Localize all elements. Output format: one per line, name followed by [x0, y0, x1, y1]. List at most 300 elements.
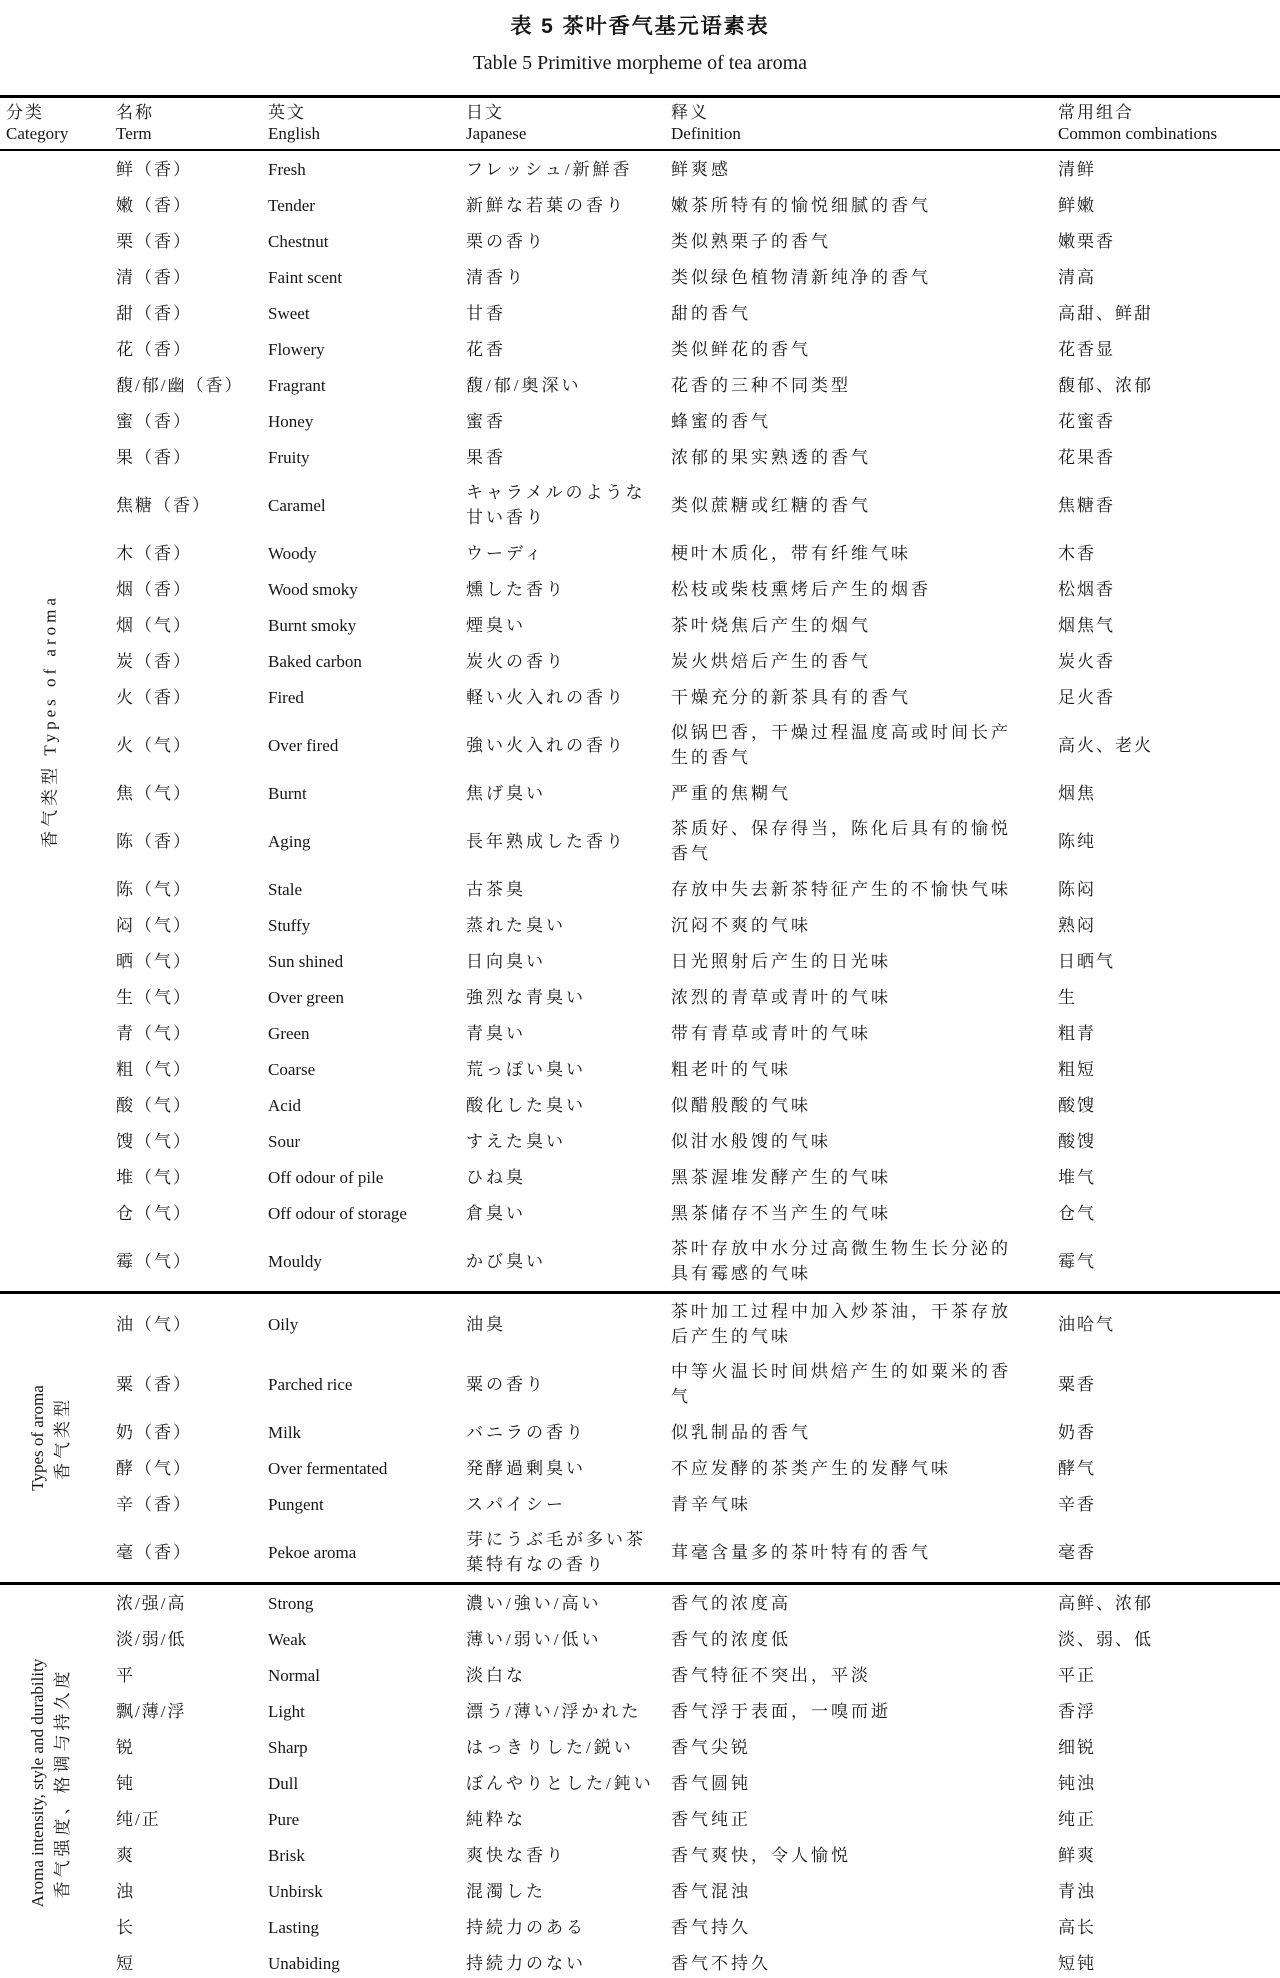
english-cell: Chestnut — [268, 231, 329, 251]
english-cell: Over fired — [268, 735, 339, 755]
table-row — [110, 979, 1280, 1015]
table-row — [110, 1801, 1280, 1837]
term-cell: 花（香） — [116, 339, 192, 359]
definition-cell: 茶质好、保存得当，陈化后具有的愉悦香气 — [671, 819, 1011, 863]
header-definition-zh: 释义 — [671, 103, 709, 122]
term-cell: 火（香） — [116, 687, 192, 707]
term-cell: 清（香） — [116, 267, 192, 287]
section-category-line: 香气类型 — [52, 1396, 72, 1480]
term-cell: 平 — [116, 1665, 135, 1685]
table-row — [110, 223, 1280, 259]
combinations-cell: 油哈气 — [1058, 1314, 1115, 1334]
definition-cell: 存放中失去新茶特征产生的不愉快气味 — [671, 879, 1011, 899]
combinations-cell: 炭火香 — [1058, 651, 1115, 671]
combinations-cell: 青浊 — [1058, 1881, 1096, 1901]
definition-cell: 黑茶储存不当产生的气味 — [671, 1203, 891, 1223]
section-category-cell — [0, 1294, 110, 1582]
term-cell: 辛（香） — [116, 1494, 192, 1514]
japanese-cell: 淡白な — [466, 1665, 526, 1685]
term-cell: 鲜（香） — [116, 159, 192, 179]
term-cell: 青（气） — [116, 1023, 192, 1043]
combinations-cell: 高火、老火 — [1058, 735, 1153, 755]
definition-cell: 日光照射后产生的日光味 — [671, 951, 891, 971]
combinations-cell: 钝浊 — [1058, 1773, 1096, 1793]
definition-cell: 香气爽快，令人愉悦 — [671, 1845, 851, 1865]
combinations-cell: 清鲜 — [1058, 159, 1096, 179]
japanese-cell: 馥/郁/奥深い — [466, 375, 582, 395]
definition-cell: 青辛气味 — [671, 1494, 751, 1514]
japanese-cell: 濃い/強い/高い — [466, 1593, 602, 1613]
definition-cell: 香气特征不突出，平淡 — [671, 1665, 871, 1685]
term-cell: 油（气） — [116, 1314, 192, 1334]
term-cell: 纯/正 — [116, 1809, 161, 1829]
japanese-cell: 焦げ臭い — [466, 783, 546, 803]
term-cell: 粟（香） — [116, 1374, 192, 1394]
section-category-label — [25, 1659, 75, 1908]
term-cell: 爽 — [116, 1845, 135, 1865]
definition-cell: 干燥充分的新茶具有的香气 — [671, 687, 911, 707]
term-cell: 浓/强/高 — [116, 1593, 187, 1613]
combinations-cell: 堆气 — [1058, 1167, 1096, 1187]
combinations-cell: 馥郁、浓郁 — [1058, 375, 1153, 395]
term-cell: 木（香） — [116, 543, 192, 563]
combinations-cell: 生 — [1058, 987, 1077, 1007]
definition-cell: 香气的浓度高 — [671, 1593, 791, 1613]
term-cell: 仓（气） — [116, 1203, 192, 1223]
english-cell: Stuffy — [268, 915, 311, 935]
definition-cell: 甜的香气 — [671, 303, 751, 323]
table-row — [110, 1159, 1280, 1195]
english-cell: Burnt smoky — [268, 615, 357, 635]
header-cell-english — [262, 102, 460, 144]
table-row — [110, 1621, 1280, 1657]
header-term-zh: 名称 — [116, 103, 154, 122]
table-row — [110, 1945, 1280, 1978]
header-english-zh: 英文 — [268, 103, 306, 122]
japanese-cell: 爽快な香り — [466, 1845, 566, 1865]
term-cell: 飘/薄/浮 — [116, 1701, 187, 1721]
japanese-cell: 蜜香 — [466, 411, 506, 431]
table-row — [110, 871, 1280, 907]
japanese-cell: フレッシュ/新鮮香 — [466, 159, 633, 179]
table-row — [110, 1450, 1280, 1486]
table-row — [110, 943, 1280, 979]
combinations-cell: 粗短 — [1058, 1059, 1096, 1079]
header-cell-term — [110, 102, 262, 144]
japanese-cell: バニラの香り — [466, 1422, 586, 1442]
definition-cell: 浓郁的果实熟透的香气 — [671, 447, 871, 467]
term-cell: 霉（气） — [116, 1251, 192, 1271]
header-term-en: Term — [116, 124, 152, 143]
japanese-cell: 油臭 — [466, 1314, 506, 1334]
combinations-cell: 鲜爽 — [1058, 1845, 1096, 1865]
definition-cell: 茶叶存放中水分过高微生物生长分泌的具有霉感的气味 — [671, 1239, 1011, 1283]
term-cell: 烟（气） — [116, 615, 192, 635]
table-row — [110, 1522, 1280, 1582]
definition-cell: 中等火温长时间烘焙产生的如粟米的香气 — [671, 1362, 1011, 1406]
definition-cell: 浓烈的青草或青叶的气味 — [671, 987, 891, 1007]
table-row — [110, 259, 1280, 295]
term-cell: 浊 — [116, 1881, 135, 1901]
combinations-cell: 花蜜香 — [1058, 411, 1115, 431]
combinations-cell: 酸馊 — [1058, 1095, 1096, 1115]
english-cell: Unabiding — [268, 1953, 340, 1973]
combinations-cell: 熟闷 — [1058, 915, 1096, 935]
japanese-cell: 純粋な — [466, 1809, 526, 1829]
term-cell: 馊（气） — [116, 1131, 192, 1151]
japanese-cell: かび臭い — [466, 1251, 546, 1271]
table-title-zh: 表 5 茶叶香气基元语素表 — [510, 15, 770, 38]
english-cell: Honey — [268, 411, 314, 431]
term-cell: 酸（气） — [116, 1095, 192, 1115]
combinations-cell: 足火香 — [1058, 687, 1115, 707]
english-cell: Sweet — [268, 303, 310, 323]
table-row — [110, 1195, 1280, 1231]
definition-cell: 不应发酵的茶类产生的发酵气味 — [671, 1458, 951, 1478]
combinations-cell: 木香 — [1058, 543, 1096, 563]
combinations-cell: 毫香 — [1058, 1542, 1096, 1562]
japanese-cell: 古茶臭 — [466, 879, 526, 899]
english-cell: Green — [268, 1023, 310, 1043]
definition-cell: 似泔水般馊的气味 — [671, 1131, 831, 1151]
japanese-cell: 持続力のある — [466, 1917, 586, 1937]
table-row — [110, 1657, 1280, 1693]
english-cell: Unbirsk — [268, 1881, 323, 1901]
combinations-cell: 辛香 — [1058, 1494, 1096, 1514]
term-cell: 奶（香） — [116, 1422, 192, 1442]
table-row — [110, 1585, 1280, 1621]
japanese-cell: 青臭い — [466, 1023, 526, 1043]
term-cell: 馥/郁/幽（香） — [116, 375, 244, 395]
table-body — [0, 151, 1280, 1978]
combinations-cell: 烟焦 — [1058, 783, 1096, 803]
table-row — [110, 151, 1280, 187]
table-row — [110, 1051, 1280, 1087]
table-row — [110, 1486, 1280, 1522]
english-cell: Fresh — [268, 159, 306, 179]
definition-cell: 蜂蜜的香气 — [671, 411, 771, 431]
section-category-cell — [0, 151, 110, 1291]
term-cell: 闷（气） — [116, 915, 192, 935]
english-cell: Off odour of pile — [268, 1167, 384, 1187]
japanese-cell: ひね臭 — [466, 1167, 526, 1187]
japanese-cell: 花香 — [466, 339, 506, 359]
japanese-cell: 酸化した臭い — [466, 1095, 586, 1115]
japanese-cell: 漂う/薄い/浮かれた — [466, 1701, 642, 1721]
combinations-cell: 高长 — [1058, 1917, 1096, 1937]
english-cell: Sun shined — [268, 951, 344, 971]
table-row — [110, 679, 1280, 715]
section-category-label — [25, 1385, 75, 1491]
japanese-cell: 強い火入れの香り — [466, 735, 626, 755]
english-cell: Lasting — [268, 1917, 319, 1937]
header-japanese-en: Japanese — [466, 124, 527, 143]
definition-cell: 香气圆钝 — [671, 1773, 751, 1793]
japanese-cell: 日向臭い — [466, 951, 546, 971]
section-rows — [110, 1294, 1280, 1582]
table-row — [110, 775, 1280, 811]
japanese-cell: 軽い火入れの香り — [466, 687, 626, 707]
term-cell: 陈（香） — [116, 831, 192, 851]
table-row — [110, 1087, 1280, 1123]
tea-aroma-table — [0, 95, 1280, 1978]
term-cell: 嫩（香） — [116, 195, 192, 215]
combinations-cell: 鲜嫩 — [1058, 195, 1096, 215]
definition-cell: 似乳制品的香气 — [671, 1422, 811, 1442]
term-cell: 火（气） — [116, 735, 192, 755]
english-cell: Caramel — [268, 495, 326, 515]
combinations-cell: 花果香 — [1058, 447, 1115, 467]
header-japanese-zh: 日文 — [466, 103, 504, 122]
combinations-cell: 粗青 — [1058, 1023, 1096, 1043]
term-cell: 长 — [116, 1917, 135, 1937]
english-cell: Aging — [268, 831, 311, 851]
term-cell: 果（香） — [116, 447, 192, 467]
table-row — [110, 643, 1280, 679]
definition-cell: 似醋般酸的气味 — [671, 1095, 811, 1115]
english-cell: Light — [268, 1701, 305, 1721]
combinations-cell: 霉气 — [1058, 1251, 1096, 1271]
english-cell: Fruity — [268, 447, 310, 467]
table-row — [110, 571, 1280, 607]
combinations-cell: 平正 — [1058, 1665, 1096, 1685]
term-cell: 堆（气） — [116, 1167, 192, 1187]
table-row — [110, 1123, 1280, 1159]
japanese-cell: ウーディ — [466, 543, 545, 563]
english-cell: Wood smoky — [268, 579, 358, 599]
combinations-cell: 高甜、鲜甜 — [1058, 303, 1153, 323]
japanese-cell: キャラメルのような甘い香り — [466, 483, 646, 527]
header-definition-en: Definition — [671, 124, 741, 143]
combinations-cell: 酸馊 — [1058, 1131, 1096, 1151]
combinations-cell: 嫩栗香 — [1058, 231, 1115, 251]
japanese-cell: 煙臭い — [466, 615, 526, 635]
english-cell: Coarse — [268, 1059, 316, 1079]
english-cell: Over fermentated — [268, 1458, 388, 1478]
definition-cell: 香气混浊 — [671, 1881, 751, 1901]
table-section — [0, 1291, 1280, 1582]
section-category-label — [37, 594, 62, 848]
table-row — [110, 295, 1280, 331]
section-category-line: 香气强度、格调与持久度 — [52, 1667, 72, 1899]
table-row — [110, 1414, 1280, 1450]
table-row — [110, 1837, 1280, 1873]
japanese-cell: 果香 — [466, 447, 506, 467]
combinations-cell: 细锐 — [1058, 1737, 1096, 1757]
table-row — [110, 715, 1280, 775]
term-cell: 烟（香） — [116, 579, 192, 599]
combinations-cell: 淡、弱、低 — [1058, 1629, 1153, 1649]
english-cell: Fired — [268, 687, 304, 707]
english-cell: Baked carbon — [268, 651, 362, 671]
header-cell-combinations — [1052, 102, 1280, 144]
definition-cell: 茶叶烧焦后产生的烟气 — [671, 615, 871, 635]
english-cell: Acid — [268, 1095, 302, 1115]
term-cell: 生（气） — [116, 987, 192, 1007]
english-cell: Over green — [268, 987, 344, 1007]
definition-cell: 茶叶加工过程中加入炒茶油，干茶存放后产生的气味 — [671, 1302, 1011, 1346]
combinations-cell: 粟香 — [1058, 1374, 1096, 1394]
term-cell: 栗（香） — [116, 231, 192, 251]
japanese-cell: 荒っぽい臭い — [466, 1059, 586, 1079]
definition-cell: 似锅巴香，干燥过程温度高或时间长产生的香气 — [671, 723, 1011, 767]
term-cell: 钝 — [116, 1773, 135, 1793]
combinations-cell: 酵气 — [1058, 1458, 1096, 1478]
japanese-cell: 栗の香り — [466, 231, 546, 251]
table-row — [110, 1354, 1280, 1414]
term-cell: 锐 — [116, 1737, 135, 1757]
term-cell: 粗（气） — [116, 1059, 192, 1079]
english-cell: Tender — [268, 195, 315, 215]
japanese-cell: スパイシー — [466, 1494, 566, 1514]
definition-cell: 炭火烘焙后产生的香气 — [671, 651, 871, 671]
table-row — [110, 1015, 1280, 1051]
table-row — [110, 607, 1280, 643]
japanese-cell: 薄い/弱い/低い — [466, 1629, 602, 1649]
english-cell: Weak — [268, 1629, 307, 1649]
japanese-cell: 清香り — [466, 267, 526, 287]
japanese-cell: 燻した香り — [466, 579, 566, 599]
table-row — [110, 367, 1280, 403]
header-combinations-en: Common combinations — [1058, 124, 1218, 143]
term-cell: 淡/弱/低 — [116, 1629, 187, 1649]
header-category-en: Category — [6, 124, 69, 143]
section-category-line: 香气类型 Types of aroma — [40, 594, 59, 848]
definition-cell: 香气持久 — [671, 1917, 751, 1937]
definition-cell: 嫩茶所特有的愉悦细腻的香气 — [671, 195, 931, 215]
definition-cell: 类似熟栗子的香气 — [671, 231, 831, 251]
definition-cell: 香气不持久 — [671, 1953, 771, 1973]
definition-cell: 花香的三种不同类型 — [671, 375, 851, 395]
section-category-line: Types of aroma — [27, 1385, 47, 1491]
english-cell: Faint scent — [268, 267, 343, 287]
table-row — [110, 1765, 1280, 1801]
header-cell-definition — [665, 102, 1052, 144]
japanese-cell: 芽にうぶ毛が多い茶葉特有なの香り — [466, 1530, 646, 1574]
english-cell: Flowery — [268, 339, 325, 359]
section-rows — [110, 1585, 1280, 1978]
section-category-cell — [0, 1585, 110, 1978]
table-row — [110, 187, 1280, 223]
japanese-cell: すえた臭い — [466, 1131, 566, 1151]
japanese-cell: 強烈な青臭い — [466, 987, 586, 1007]
term-cell: 甜（香） — [116, 303, 192, 323]
header-english-en: English — [268, 124, 320, 143]
definition-cell: 沉闷不爽的气味 — [671, 915, 811, 935]
combinations-cell: 焦糖香 — [1058, 495, 1115, 515]
japanese-cell: 炭火の香り — [466, 651, 566, 671]
table-row — [110, 403, 1280, 439]
definition-cell: 香气尖锐 — [671, 1737, 751, 1757]
combinations-cell: 日晒气 — [1058, 951, 1115, 971]
english-cell: Sour — [268, 1131, 301, 1151]
combinations-cell: 花香显 — [1058, 339, 1115, 359]
combinations-cell: 纯正 — [1058, 1809, 1096, 1829]
header-cell-japanese — [460, 102, 665, 144]
term-cell: 陈（气） — [116, 879, 192, 899]
english-cell: Normal — [268, 1665, 320, 1685]
section-category-line: Aroma intensity, style and durability — [27, 1658, 47, 1908]
table-row — [110, 331, 1280, 367]
english-cell: Parched rice — [268, 1374, 353, 1394]
definition-cell: 类似绿色植物清新纯净的香气 — [671, 267, 931, 287]
combinations-cell: 高鲜、浓郁 — [1058, 1593, 1153, 1613]
combinations-cell: 短钝 — [1058, 1953, 1096, 1973]
combinations-cell: 烟焦气 — [1058, 615, 1115, 635]
english-cell: Milk — [268, 1422, 302, 1442]
combinations-cell: 奶香 — [1058, 1422, 1096, 1442]
japanese-cell: ぼんやりとした/鈍い — [466, 1773, 654, 1793]
english-cell: Strong — [268, 1593, 314, 1613]
table-section — [0, 151, 1280, 1291]
japanese-cell: 倉臭い — [466, 1203, 526, 1223]
term-cell: 焦（气） — [116, 783, 192, 803]
english-cell: Pekoe aroma — [268, 1542, 357, 1562]
term-cell: 蜜（香） — [116, 411, 192, 431]
definition-cell: 类似鲜花的香气 — [671, 339, 811, 359]
definition-cell: 粗老叶的气味 — [671, 1059, 791, 1079]
table-row — [110, 1729, 1280, 1765]
combinations-cell: 清高 — [1058, 267, 1096, 287]
term-cell: 焦糖（香） — [116, 495, 211, 515]
english-cell: Dull — [268, 1773, 299, 1793]
header-cell-category — [0, 102, 110, 144]
header-category-zh: 分类 — [6, 103, 44, 122]
definition-cell: 类似蔗糖或红糖的香气 — [671, 495, 871, 515]
english-cell: Burnt — [268, 783, 307, 803]
table-row — [110, 535, 1280, 571]
term-cell: 晒（气） — [116, 951, 192, 971]
definition-cell: 带有青草或青叶的气味 — [671, 1023, 871, 1043]
table-row — [110, 1909, 1280, 1945]
definition-cell: 鲜爽感 — [671, 159, 731, 179]
header-combinations-zh: 常用组合 — [1058, 103, 1134, 122]
combinations-cell: 陈纯 — [1058, 831, 1096, 851]
english-cell: Woody — [268, 543, 317, 563]
japanese-cell: 甘香 — [466, 303, 506, 323]
table-title-en: Table 5 Primitive morpheme of tea aroma — [472, 52, 808, 74]
english-cell: Fragrant — [268, 375, 326, 395]
japanese-cell: 持続力のない — [466, 1953, 586, 1973]
term-cell: 炭（香） — [116, 651, 192, 671]
term-cell: 毫（香） — [116, 1542, 192, 1562]
japanese-cell: 蒸れた臭い — [466, 915, 566, 935]
table-row — [110, 1693, 1280, 1729]
table-row — [110, 1294, 1280, 1354]
english-cell: Sharp — [268, 1737, 308, 1757]
table-row — [110, 1873, 1280, 1909]
japanese-cell: 粟の香り — [466, 1374, 546, 1394]
section-rows — [110, 151, 1280, 1291]
term-cell: 短 — [116, 1953, 135, 1973]
english-cell: Mouldy — [268, 1251, 322, 1271]
combinations-cell: 香浮 — [1058, 1701, 1096, 1721]
term-cell: 酵（气） — [116, 1458, 192, 1478]
japanese-cell: 新鮮な若葉の香り — [466, 195, 626, 215]
english-cell: Off odour of storage — [268, 1203, 407, 1223]
definition-cell: 松枝或柴枝熏烤后产生的烟香 — [671, 579, 931, 599]
japanese-cell: 発酵過剰臭い — [466, 1458, 586, 1478]
definition-cell: 茸毫含量多的茶叶特有的香气 — [671, 1542, 931, 1562]
japanese-cell: 長年熟成した香り — [466, 831, 626, 851]
table-row — [110, 811, 1280, 871]
combinations-cell: 陈闷 — [1058, 879, 1096, 899]
combinations-cell: 仓气 — [1058, 1203, 1096, 1223]
table-section — [0, 1582, 1280, 1978]
definition-cell: 黑茶渥堆发酵产生的气味 — [671, 1167, 891, 1187]
definition-cell: 香气浮于表面，一嗅而逝 — [671, 1701, 891, 1721]
combinations-cell: 松烟香 — [1058, 579, 1115, 599]
